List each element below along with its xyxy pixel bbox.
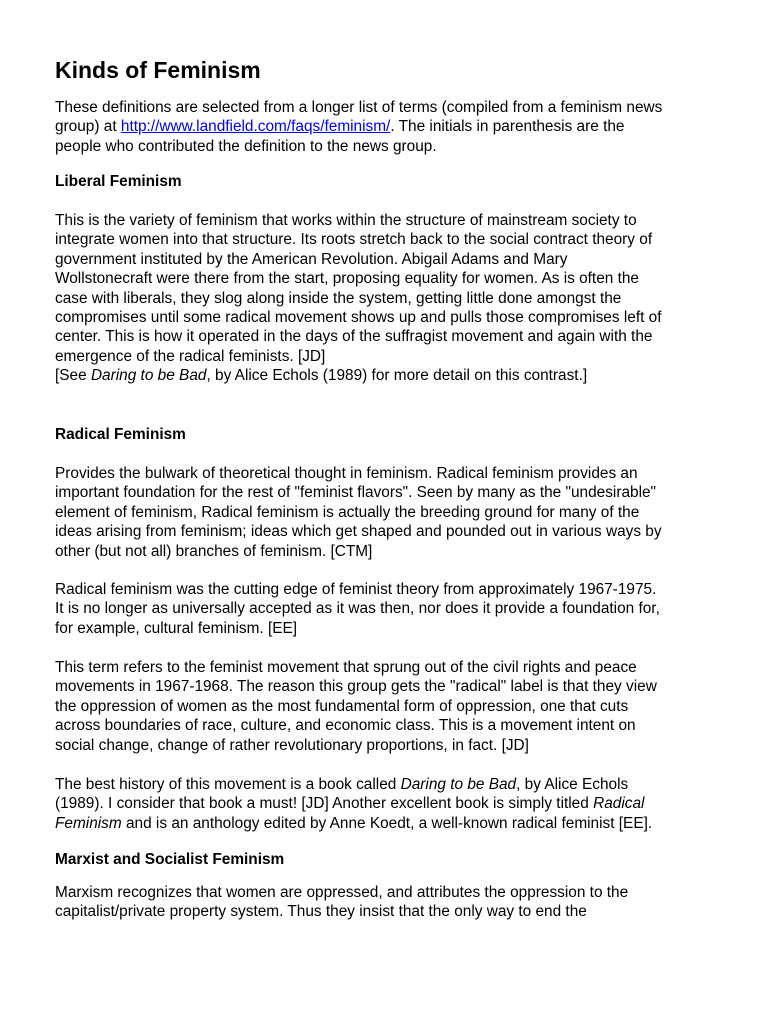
text-line: compromises until some radical movement shows up and pulls those compromises left of <box>55 309 662 327</box>
book-title: Radical <box>593 795 645 813</box>
text-line: center. This is how it operated in the days of the suffragist movement and again with the <box>55 328 653 346</box>
radical-paragraph-4 <box>55 775 715 833</box>
text-line <box>55 775 715 794</box>
radical-paragraph-3 <box>55 658 715 755</box>
text-line: Marxism recognizes that women are oppressed, and attributes the oppression to the <box>55 884 629 901</box>
book-title: Daring to be Bad <box>400 776 517 793</box>
book-title: Daring to be Bad <box>90 367 207 385</box>
text-line: movements in 1967-1968. The reason this group gets the "radical" label is that they view <box>55 678 657 696</box>
radical-paragraph-1 <box>55 464 715 561</box>
text-line: the oppression of women as the most fundamental form of oppression, one that cuts <box>55 697 629 715</box>
radical-paragraph-2 <box>55 580 715 638</box>
text-line: Radical feminism was the cutting edge of feminist theory from approximately 1967-1975. <box>55 581 657 598</box>
text-line: for example, cultural feminism. [EE] <box>55 619 298 637</box>
feminism-faq-link[interactable]: http://www.landfield.com/faqs/feminism/ <box>120 118 391 136</box>
text-line: element of feminism, Radical feminism is actually the breeding ground for many of the <box>55 503 640 521</box>
text-line <box>55 814 715 833</box>
text-line: capitalist/private property system. Thus they insist that the only way to end the <box>55 903 587 921</box>
intro-line: people who contributed the definition to the news group. <box>55 137 437 155</box>
text-line: This is the variety of feminism that works within the structure of mainstream society to <box>55 212 637 229</box>
liberal-feminism-paragraph <box>55 211 715 386</box>
intro-line: These definitions are selected from a longer list of terms (compiled from a feminism news <box>55 99 663 116</box>
see-text: [See <box>55 367 91 385</box>
intro-text: group) at <box>55 118 121 136</box>
see-also-line <box>55 366 715 385</box>
text-line: ideas arising from feminism; ideas which get shaped and pounded out in various ways by <box>55 523 662 541</box>
radical-feminism-heading: Radical Feminism <box>55 426 186 443</box>
book-title: Feminism <box>55 814 122 832</box>
text-line: social change, change of rather revolutionary proportions, in fact. [JD] <box>55 736 529 754</box>
text-line: emergence of the radical feminists. [JD] <box>55 347 326 365</box>
text-run: , by Alice Echols <box>516 776 629 793</box>
see-text: , by Alice Echols (1989) for more detail on this contrast.] <box>206 367 588 385</box>
text-line: important foundation for the rest of "feminist flavors". Seen by many as the "undesirable" <box>55 484 657 502</box>
text-run: The best history of this movement is a book called <box>55 776 401 793</box>
text-line: Provides the bulwark of theoretical thought in feminism. Radical feminism provides an <box>55 465 638 482</box>
intro-text: . The initials in parenthesis are the <box>390 118 625 136</box>
text-line <box>55 794 715 813</box>
text-line: Wollstonecraft were there from the start, proposing equality for women. As is often the <box>55 270 639 288</box>
text-line: government instituted by the American Revolution. Abigail Adams and Mary <box>55 250 568 268</box>
intro-paragraph <box>55 98 715 156</box>
marxist-paragraph <box>55 883 715 922</box>
intro-line <box>55 117 715 136</box>
text-line: other (but not all) branches of feminism. [CTM] <box>55 542 373 560</box>
text-line: across boundaries of race, culture, and economic class. This is a movement intent on <box>55 717 636 735</box>
text-line: This term refers to the feminist movement that sprung out of the civil rights and peace <box>55 659 637 676</box>
marxist-feminism-heading: Marxist and Socialist Feminism <box>55 851 285 868</box>
page-title: Kinds of Feminism <box>55 57 261 83</box>
text-line: integrate women into that structure. Its roots stretch back to the social contract theory of <box>55 231 653 249</box>
text-run: and is an anthology edited by Anne Koedt, a well-known radical feminist [EE]. <box>121 814 653 832</box>
text-line: case with liberals, they slog along inside the system, getting little done amongst the <box>55 289 622 307</box>
text-line: It is no longer as universally accepted as it was then, nor does it provide a foundation for, <box>55 600 660 618</box>
liberal-feminism-heading: Liberal Feminism <box>55 173 182 190</box>
text-run: (1989). I consider that book a must! [JD] Another excellent book is simply titled <box>55 795 594 813</box>
